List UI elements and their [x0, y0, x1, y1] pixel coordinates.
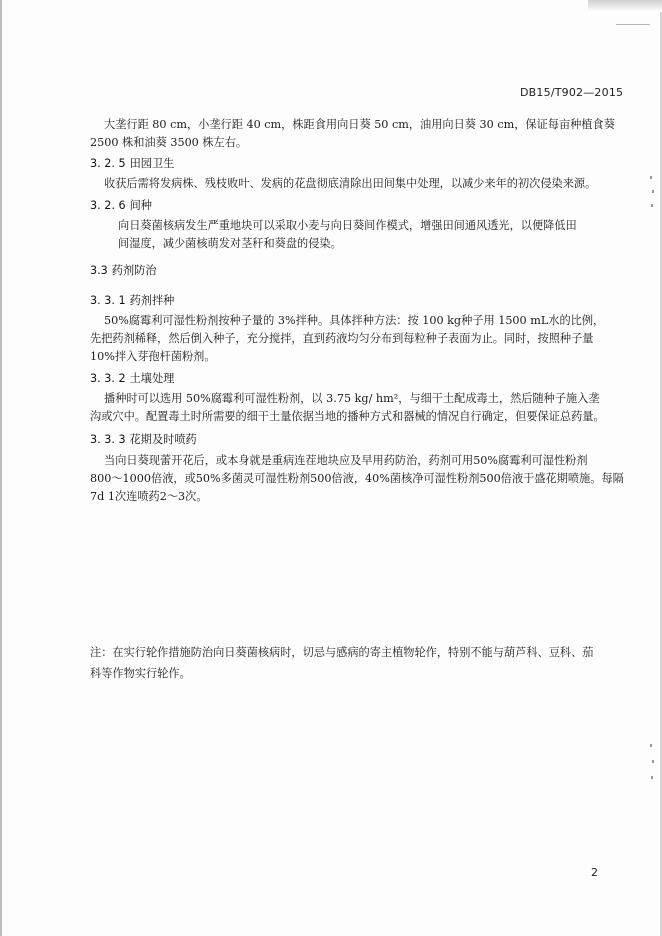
section-number: 3. 2. 5	[90, 157, 126, 170]
paragraph-line: 当向日葵现蕾开花后，或本身就是重病连茬地块应及早用药防治，药剂可用50%腐霉利可湿性粉剂	[104, 454, 588, 467]
note-line: 科等作物实行轮作。	[90, 667, 191, 680]
section-title: 间种	[129, 199, 152, 212]
paragraph-line: 先把药剂稀释，然后倒入种子，充分搅拌，直到药液均匀分布到每粒种子表面为止。同时，按照种子量	[90, 332, 594, 345]
paragraph-intercropping-cont	[118, 235, 342, 253]
section-number: 3. 3. 1	[90, 294, 126, 307]
paragraph-flowering-spray	[104, 452, 588, 470]
paragraph-field-sanitation	[104, 175, 596, 193]
paragraph-soil-treatment	[104, 390, 600, 408]
paragraph-intercropping	[118, 217, 577, 235]
paragraph-line: 50%腐霉利可湿性粉剂按种子量的 3%拌种。具体拌种方法：按 100 kg种子用 1500 mL水的比例，	[104, 314, 605, 327]
section-heading-3-2-5	[90, 155, 174, 171]
scan-speck	[651, 776, 653, 779]
scan-speck	[650, 176, 652, 179]
section-number: 3.3	[90, 264, 108, 277]
paragraph-planting-density	[104, 116, 615, 134]
section-number: 3. 3. 2	[90, 372, 126, 385]
paragraph-line: 收获后需将发病株、残枝败叶、发病的花盘彻底清除出田间集中处理，以减少来年的初次侵染来源。	[104, 177, 597, 190]
section-title: 田园卫生	[129, 157, 175, 170]
section-heading-3-3	[90, 262, 157, 278]
section-number: 3. 2. 6	[90, 199, 126, 212]
paragraph-seed-dressing	[104, 312, 604, 330]
paragraph-line: 800～1000倍液，或50%多菌灵可湿性粉剂500倍液，40%菌核净可湿性粉剂500倍液于盛花期喷施。每隔	[90, 472, 624, 485]
paragraph-seed-dressing-cont	[90, 330, 593, 366]
paragraph-soil-treatment-cont	[90, 408, 605, 426]
paragraph-line: 大垄行距 80 cm，小垄行距 40 cm，株距食用向日葵 50 cm，油用向日葵 30 cm，保证每亩种植食葵	[104, 118, 615, 131]
paragraph-line: 2500 株和油葵 3500 株左右。	[90, 136, 248, 149]
section-number: 3. 3. 3	[90, 433, 126, 446]
paragraph-line: 沟或穴中。配置毒土时所需要的细干土量依据当地的播种方式和器械的情况自行确定，但要保证总药量。	[90, 410, 605, 423]
note-line: 注：在实行轮作措施防治向日葵菌核病时，切忌与感病的寄主植物轮作，特别不能与葫芦科、豆科、茄	[90, 646, 594, 659]
paragraph-line: 向日葵菌核病发生严重地块可以采取小麦与向日葵间作模式，增强田间通风透光，以便降低田	[118, 219, 577, 232]
section-title: 花期及时喷药	[129, 433, 197, 446]
scan-shadow-top-right	[588, 0, 662, 12]
paragraph-planting-density-cont	[90, 134, 247, 152]
paragraph-line: 间湿度，减少菌核萌发对茎秆和葵盘的侵染。	[118, 237, 342, 250]
page-number: 2	[591, 866, 598, 879]
paragraph-flowering-spray-cont	[90, 470, 624, 506]
section-heading-3-3-3	[90, 431, 197, 447]
scan-edge-left	[0, 0, 2, 936]
scan-speck	[652, 760, 654, 763]
section-heading-3-3-2	[90, 370, 174, 386]
paragraph-line: 播种时可以选用 50%腐霉利可湿性粉剂，以 3.75 kg/ hm²，与细干土配成毒土，然后随种子施入垄	[104, 392, 600, 405]
note-paragraph	[90, 642, 593, 684]
scan-speck	[652, 190, 654, 193]
paragraph-line: 7d 1次连喷药2～3次。	[90, 490, 208, 503]
scan-speck	[650, 744, 652, 747]
section-heading-3-3-1	[90, 292, 174, 308]
standard-code-header: DB15/T902—2015	[520, 86, 624, 99]
scan-speck	[651, 204, 653, 207]
section-heading-3-2-6	[90, 197, 152, 213]
paragraph-line: 10%拌入芽孢杆菌粉剂。	[90, 350, 216, 363]
scan-rule-mark	[616, 24, 650, 25]
section-title: 土壤处理	[129, 372, 175, 385]
section-title: 药剂拌种	[129, 294, 175, 307]
section-title: 药剂防治	[111, 264, 157, 277]
